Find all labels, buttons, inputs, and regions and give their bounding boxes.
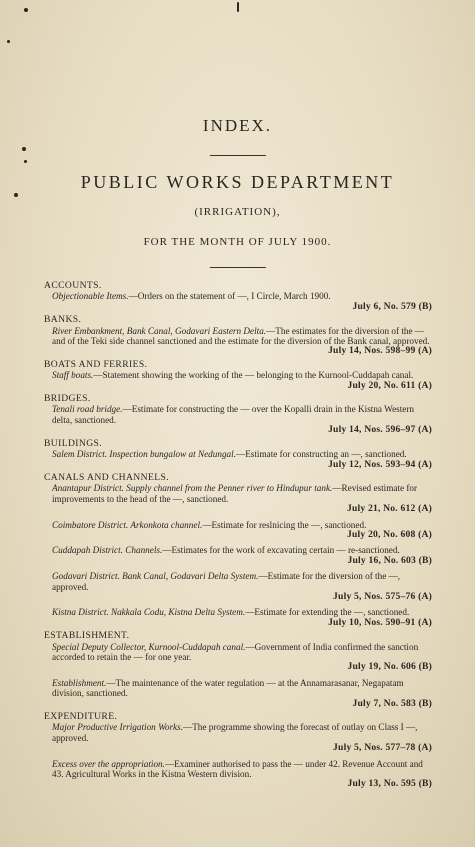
entry-subject: Coimbatore District. Arkonkota channel. (52, 519, 203, 530)
entry-reference: July 20, No. 608 (A) (346, 528, 432, 540)
ink-mark (237, 2, 239, 12)
entry-reference: July 14, Nos. 598–99 (A) (328, 345, 432, 357)
section-heading: BUILDINGS. (44, 437, 103, 449)
entry-reference: July 10, Nos. 590–91 (A) (328, 616, 432, 628)
entry-text: —Estimates for the work of excavating certain — re-sanctioned. (162, 545, 400, 556)
index-entry (44, 404, 432, 425)
section-heading: BANKS. (44, 314, 82, 326)
entry-subject: Cuddapah District. Channels. (52, 545, 163, 556)
index-entry (44, 759, 432, 780)
entry-subject: Special Deputy Collector, Kurnool-Cuddapah canal. (52, 641, 246, 652)
entry-reference: July 6, No. 579 (B) (352, 300, 432, 312)
entry-text: —Statement showing the working of the — belonging to the Kurnool-Cuddapah canal. (93, 370, 414, 381)
ink-speck (7, 40, 10, 43)
ink-speck (24, 8, 28, 12)
entry-subject: Excess over the appropriation. (52, 758, 165, 769)
branch-subtitle: (IRRIGATION), (194, 206, 281, 218)
entry-text: —Examiner authorised to pass the — under 42. Revenue Account and 43. Agricultural Works in the Kistna Western division. (52, 758, 423, 780)
entry-text: —The programme showing the forecast of outlay on Class I —, approved. (52, 722, 418, 743)
entry-subject: Godavari District. Bank Canal, Godavari Delta System. (52, 571, 259, 582)
entry-reference: July 19, No. 606 (B) (347, 661, 432, 673)
period-subtitle: FOR THE MONTH OF JULY 1900. (143, 236, 332, 248)
index-entry (44, 722, 432, 743)
entry-subject: Establishment. (52, 677, 107, 688)
entry-text: —Government of India confirmed the sanction accorded to retain the — for one year. (52, 641, 419, 662)
entry-text: —The maintenance of the water regulation — at the Annamarasanar, Negapatam division, sanctioned. (52, 677, 404, 699)
index-entry (44, 642, 432, 663)
index-entry (44, 483, 432, 504)
entry-subject: Tenali road bridge. (52, 404, 123, 415)
ink-speck (22, 147, 26, 151)
entry-text: —Estimate for the diversion of the —, approved. (52, 571, 401, 592)
department-title: PUBLIC WORKS DEPARTMENT (80, 172, 395, 192)
section-heading: ACCOUNTS. (44, 280, 102, 291)
section-heading: BRIDGES. (44, 393, 91, 405)
entry-reference: July 13, No. 595 (B) (347, 778, 432, 790)
entry-subject: Major Productive Irrigation Works. (52, 722, 183, 733)
entry-reference: July 5, Nos. 575–76 (A) (333, 590, 432, 602)
index-entry (44, 449, 432, 459)
entry-reference: July 7, No. 583 (B) (352, 697, 432, 709)
entry-text: —Estimate for extending the —, sanctioned. (245, 607, 410, 618)
section-heading: BOATS AND FERRIES. (44, 358, 148, 370)
index-entry (44, 678, 432, 699)
entry-text: —Estimate for constructing the — over the Kopalli drain in the Kistna Western delta, sanctioned. (52, 404, 415, 425)
entry-subject: Staff boats. (52, 370, 94, 381)
entry-reference: July 14, Nos. 596–97 (A) (328, 424, 432, 436)
entry-text: —Revised estimate for improvements to the head of the —, sanctioned. (52, 483, 418, 504)
index-entry (44, 571, 432, 592)
index-entries (44, 278, 432, 790)
divider (210, 155, 266, 156)
entry-subject: Objectionable Items. (52, 291, 129, 302)
entry-subject: Anantapur District. Supply channel from the Penner river to Hindupur tank. (52, 483, 333, 494)
ink-speck (24, 160, 27, 163)
entry-reference: July 12, Nos. 593–94 (A) (328, 458, 432, 470)
entry-subject: River Embankment, Bank Canal, Godavari Eastern Delta. (52, 325, 267, 336)
section-heading: ESTABLISHMENT. (44, 630, 130, 642)
entry-reference: July 21, No. 612 (A) (346, 503, 432, 515)
entry-reference: July 16, No. 603 (B) (347, 554, 432, 566)
entry-text: —Estimate for constructing an —, sanctioned. (236, 449, 407, 460)
section-heading: EXPENDITURE. (44, 711, 118, 723)
divider (210, 267, 266, 268)
section-heading: CANALS AND CHANNELS. (44, 471, 169, 483)
entry-subject: Salem District. Inspection bungalow at Nedungal. (52, 449, 236, 460)
index-entry (44, 326, 432, 347)
entry-reference: July 5, Nos. 577–78 (A) (333, 742, 432, 754)
entry-text: —Orders on the statement of —, I Circle, March 1900. (128, 291, 331, 302)
entry-text: —The estimates for the diversion of the — and of the Teki side channel sanctioned and the estimate for the diversion of the Bank canal, approved. (52, 325, 430, 347)
entry-reference: July 20, No. 611 (A) (347, 379, 432, 391)
index-title: INDEX. (202, 116, 273, 135)
entry-subject: Kistna District. Nakkala Codu, Kistna Delta System. (52, 607, 246, 618)
entry-text: —Estimate for reslnicing the —, sanctioned. (202, 519, 367, 530)
ink-speck (14, 193, 18, 197)
